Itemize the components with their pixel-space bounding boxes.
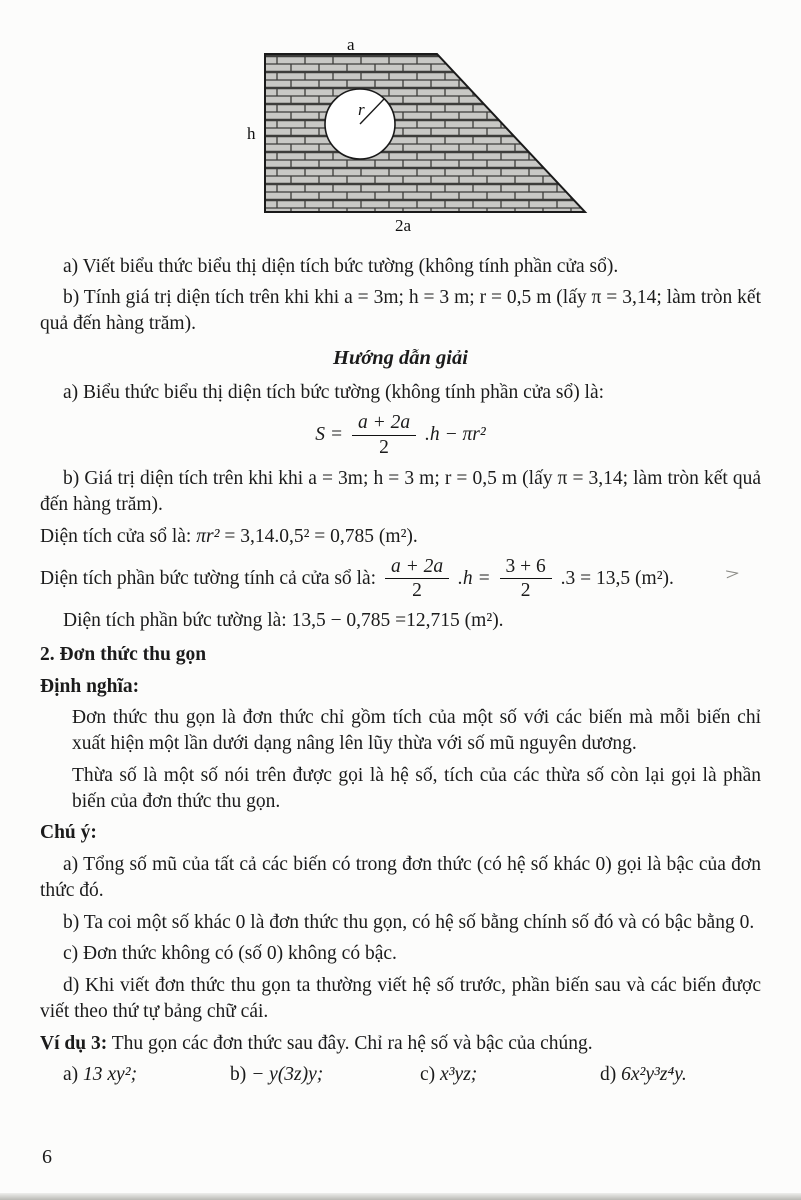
formula-lhs: S =: [315, 423, 344, 445]
solution-wall-with-window: [40, 556, 761, 603]
page-number: 6: [42, 1145, 52, 1168]
wall-with-window-mid: .h =: [457, 567, 491, 589]
solution-wall-area: Diện tích phần bức tường là: 13,5 − 0,785 =12,715 (m²).: [63, 610, 504, 632]
area-formula: [40, 412, 761, 459]
wall-with-window-text: Diện tích phần bức tường tính cả cửa sổ là:: [40, 567, 377, 589]
definition-paragraph-1: Đơn thức thu gọn là đơn thức chỉ gồm tích của một số với các biến mà mỗi biến chỉ xuất hiện một lần dưới dạng nâng lên lũy thừa với số mũ nguyên dương.: [72, 707, 761, 755]
example-intro: Thu gọn các đơn thức sau đây. Chỉ ra hệ số và bậc của chúng.: [111, 1032, 593, 1054]
note-item-b: b) Ta coi một số khác 0 là đơn thức thu gọn, có hệ số bằng chính số đó và có bậc bằng 0.: [63, 911, 755, 933]
formula-rhs: .h − πr²: [424, 423, 486, 445]
fraction-a-plus-2a-over-2: [385, 556, 449, 603]
example-item-a-label: a): [63, 1064, 79, 1086]
figure-label-r: r: [358, 100, 365, 119]
scan-edge-artifact: [0, 1193, 801, 1200]
note-item-a: a) Tổng số mũ của tất cả các biến có trong đơn thức (có hệ số khác 0) gọi là bậc của đơn thức đó.: [40, 854, 761, 901]
window-area-math: πr²: [196, 525, 220, 547]
solution-line-b: b) Giá trị diện tích trên khi khi a = 3m; h = 3 m; r = 0,5 m (lấy π = 3,14; làm tròn kết quả đến hàng trăm).: [40, 468, 761, 516]
note-item-d: d) Khi viết đơn thức thu gọn ta thường viết hệ số trước, phần biến sau và các biến được viết theo thứ tự bảng chữ cái.: [40, 975, 761, 1022]
figure-label-2a: 2a: [395, 216, 412, 235]
example-item-a-expr: 13 xy²;: [83, 1064, 138, 1086]
example-item-d-label: d): [600, 1064, 617, 1086]
example-item-d-expr: 6x²y³z⁴y.: [621, 1064, 687, 1086]
brick-wall-figure: [243, 40, 761, 244]
definition-label: Định nghĩa:: [40, 675, 140, 697]
fraction-3-plus-6-over-2: [500, 556, 552, 603]
note-item-c: c) Đơn thức không có (số 0) không có bậc.: [63, 943, 397, 965]
note-label: Chú ý:: [40, 822, 97, 844]
example-item-c: [420, 1062, 600, 1088]
definition-paragraph-2: Thừa số là một số nói trên được gọi là hệ số, tích của các thừa số còn lại gọi là phần biến của đơn thức thu gọn.: [72, 764, 761, 812]
fraction2-denominator: 2: [520, 580, 531, 602]
example-item-d: [600, 1062, 761, 1088]
formula-fraction-denominator: 2: [379, 436, 389, 458]
pen-mark: >: [724, 564, 741, 584]
figure-label-a: a: [347, 40, 355, 54]
fraction1-denominator: 2: [412, 580, 422, 602]
problem-item-a: a) Viết biểu thức biểu thị diện tích bức tường (không tính phần cửa sổ).: [63, 255, 619, 277]
figure-label-h: h: [247, 124, 256, 143]
formula-fraction: [352, 412, 416, 459]
example-heading: [40, 1031, 761, 1057]
fraction2-numerator: 3 + 6: [500, 556, 552, 580]
example-item-c-label: c): [420, 1064, 436, 1086]
solution-heading: Hướng dẫn giải: [333, 346, 468, 369]
example-item-a: [40, 1062, 230, 1088]
section-title: 2. Đơn thức thu gọn: [40, 643, 207, 665]
problem-item-b: b) Tính giá trị diện tích trên khi khi a = 3m; h = 3 m; r = 0,5 m (lấy π = 3,14; làm tròn kết quả đến hàng trăm).: [40, 287, 761, 335]
window-area-result: = 3,14.0,5² = 0,785 (m²).: [224, 525, 418, 547]
solution-window-area: [40, 524, 761, 550]
brick-wall-svg: [243, 40, 595, 236]
formula-fraction-numerator: a + 2a: [352, 412, 416, 436]
example-item-c-expr: x³yz;: [440, 1064, 478, 1086]
example-items: [40, 1062, 761, 1088]
example-item-b-label: b): [230, 1064, 247, 1086]
window-area-text: Diện tích cửa sổ là:: [40, 525, 192, 547]
example-label: Ví dụ 3:: [40, 1032, 108, 1054]
solution-line-a: a) Biểu thức biểu thị diện tích bức tường (không tính phần cửa sổ) là:: [63, 381, 605, 403]
wall-shape: [265, 54, 585, 212]
wall-with-window-result: .3 = 13,5 (m²).: [560, 567, 674, 589]
example-item-b-expr: − y(3z)y;: [251, 1064, 324, 1086]
fraction1-numerator: a + 2a: [385, 556, 449, 580]
example-item-b: [230, 1062, 420, 1088]
